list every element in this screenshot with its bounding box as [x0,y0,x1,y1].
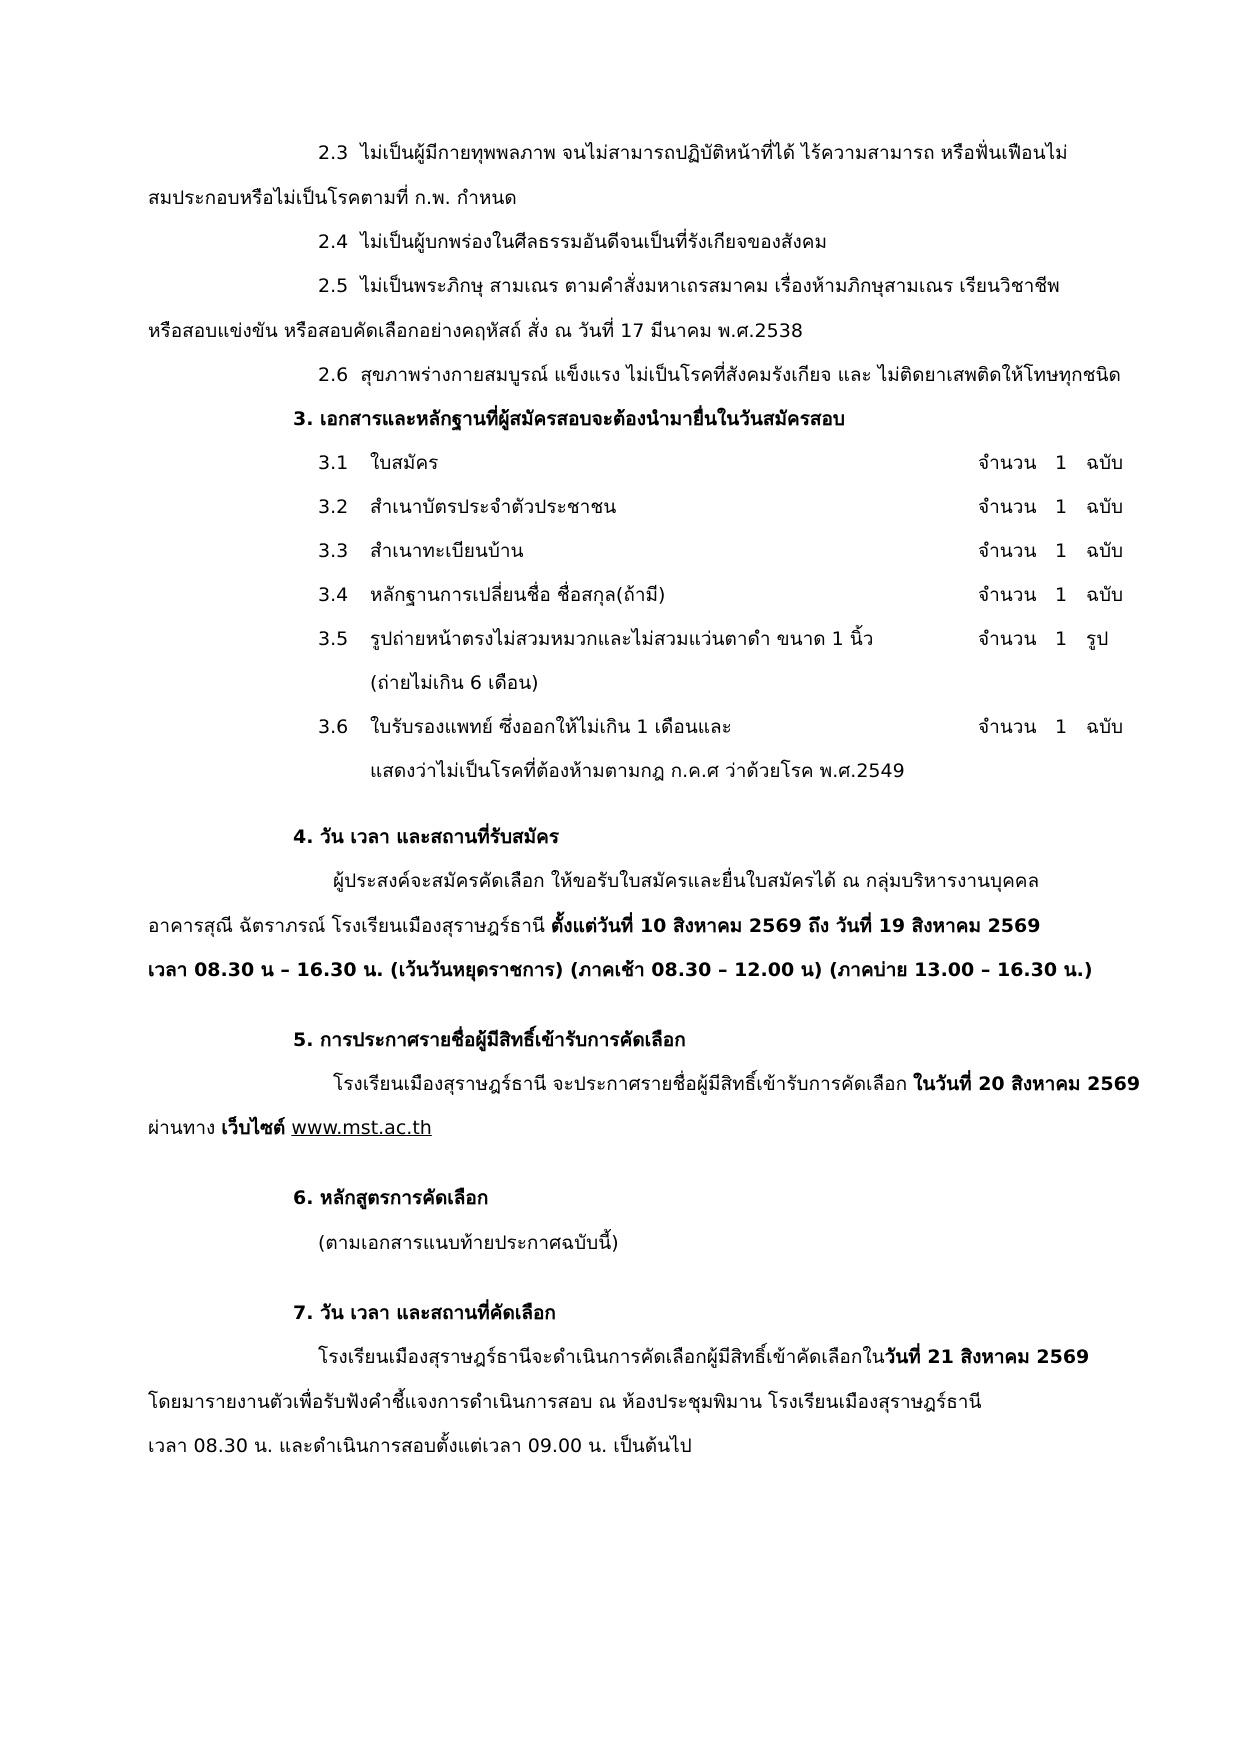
section-4-paragraph-line-2 [148,913,1040,939]
venue-text: อาคารสุณี ฉัตราภรณ์ โรงเรียนเมืองสุราษฎร์ธานี [148,915,551,937]
doc-count-word: จำนวน [978,452,1037,474]
doc-item-label: สำเนาบัตรประจำตัวประชาชน [370,496,617,518]
selection-text: โรงเรียนเมืองสุราษฎร์ธานีจะดำเนินการคัดเลือกผู้มีสิทธิ์เข้าคัดเลือกใน [318,1346,885,1368]
section-5-heading: 5. การประกาศรายชื่อผู้มีสิทธิ์เข้ารับการคัดเลือก [293,1029,686,1051]
item-2-5-continuation: หรือสอบแข่งขัน หรือสอบคัดเลือกอย่างคฤหัสถ์ สั่ง ณ วันที่ 17 มีนาคม พ.ศ.2538 [148,320,803,342]
doc-item-label: ใบรับรองแพทย์ ซึ่งออกให้ไม่เกิน 1 เดือนและ [370,716,732,738]
item-2-4 [318,229,827,255]
doc-count-unit: ฉบับ [1086,496,1124,518]
item-text: ไม่เป็นผู้บกพร่องในศีลธรรมอันดีจนเป็นที่รังเกียจของสังคม [360,231,828,253]
doc-item-number: 3.4 [318,584,349,606]
doc-item-number: 3.3 [318,540,349,562]
doc-item-label: ใบสมัคร [370,452,439,474]
section-7-paragraph-line-2: โดยมารายงานตัวเพื่อรับฟังคำชี้แจงการดำเนินการสอบ ณ ห้องประชุมพิมาน โรงเรียนเมืองสุราษฎร์ธานี [148,1391,982,1413]
doc-count-word: จำนวน [978,628,1037,650]
doc-item-label: หลักฐานการเปลี่ยนชื่อ ชื่อสกุล(ถ้ามี) [370,584,666,606]
doc-count-number: 1 [1055,584,1068,606]
section-6-note: (ตามเอกสารแนบท้ายประกาศฉบับนี้) [318,1232,619,1254]
item-2-3-continuation: สมประกอบหรือไม่เป็นโรคตามที่ ก.พ. กำหนด [148,187,517,209]
doc-item-number: 3.2 [318,496,349,518]
doc-count-unit: รูป [1086,628,1109,650]
doc-count-number: 1 [1055,452,1068,474]
doc-count-number: 1 [1055,628,1068,650]
doc-count-number: 1 [1055,496,1068,518]
section-7-paragraph-line-3: เวลา 08.30 น. และดำเนินการสอบตั้งแต่เวลา 09.00 น. เป็นต้นไป [148,1435,692,1457]
via-text: ผ่านทาง [148,1117,222,1139]
application-date-range: ตั้งแต่วันที่ 10 สิงหาคม 2569 ถึง วันที่ 19 สิงหาคม 2569 [550,915,1041,937]
section-4-heading: 4. วัน เวลา และสถานที่รับสมัคร [293,826,560,848]
section-7-heading: 7. วัน เวลา และสถานที่คัดเลือก [293,1302,556,1324]
section-3-heading: 3. เอกสารและหลักฐานที่ผู้สมัครสอบจะต้องนำมายื่นในวันสมัครสอบ [293,408,845,430]
item-2-5 [318,273,1060,299]
item-number: 2.4 [318,231,349,253]
item-number: 2.6 [318,364,349,386]
doc-item-number: 3.6 [318,716,349,738]
doc-count-word: จำนวน [978,540,1037,562]
doc-count-unit: ฉบับ [1086,540,1124,562]
doc-item-label: รูปถ่ายหน้าตรงไม่สวมหมวกและไม่สวมแว่นตาดำ ขนาด 1 นิ้ว [370,628,874,650]
doc-count-unit: ฉบับ [1086,716,1124,738]
item-number: 2.3 [318,142,349,164]
doc-item-number: 3.1 [318,452,349,474]
doc-count-word: จำนวน [978,496,1037,518]
doc-count-number: 1 [1055,540,1068,562]
item-number: 2.5 [318,275,349,297]
application-hours: เวลา 08.30 น – 16.30 น. (เว้นวันหยุดราชการ) (ภาคเช้า 08.30 – 12.00 น) (ภาคบ่าย 13.00 – 16.30 น.) [148,959,1093,981]
item-text: ไม่เป็นผู้มีกายทุพพลภาพ จนไม่สามารถปฏิบัติหน้าที่ได้ ไร้ความสามารถ หรือฟั่นเฟือนไม่ [360,142,1068,164]
doc-count-unit: ฉบับ [1086,452,1124,474]
section-4-paragraph-line-1: ผู้ประสงค์จะสมัครคัดเลือก ให้ขอรับใบสมัครและยื่นใบสมัครได้ ณ กลุ่มบริหารงานบุคคล [333,870,1040,892]
section-5-paragraph-line-1 [333,1071,1140,1097]
section-7-paragraph-line-1 [318,1344,1089,1370]
announcement-text: โรงเรียนเมืองสุราษฎร์ธานี จะประกาศรายชื่อผู้มีสิทธิ์เข้ารับการคัดเลือก [333,1073,914,1095]
doc-count-number: 1 [1055,716,1068,738]
doc-item-label-continuation: (ถ่ายไม่เกิน 6 เดือน) [370,672,539,694]
doc-item-label-continuation: แสดงว่าไม่เป็นโรคที่ต้องห้ามตามกฎ ก.ค.ศ ว่าด้วยโรค พ.ศ.2549 [370,760,905,782]
doc-item-label: สำเนาทะเบียนบ้าน [370,540,524,562]
item-text: ไม่เป็นพระภิกษุ สามเณร ตามคำสั่งมหาเถรสมาคม เรื่องห้ามภิกษุสามเณร เรียนวิชาชีพ [360,275,1060,297]
doc-item-number: 3.5 [318,628,349,650]
section-5-paragraph-line-2 [148,1115,432,1141]
doc-count-word: จำนวน [978,584,1037,606]
doc-count-word: จำนวน [978,716,1037,738]
selection-date: วันที่ 21 สิงหาคม 2569 [884,1346,1090,1368]
item-2-6 [318,362,1121,388]
website-label: เว็บไซต์ [221,1117,286,1139]
doc-count-unit: ฉบับ [1086,584,1124,606]
announcement-date: ในวันที่ 20 สิงหาคม 2569 [913,1073,1141,1095]
section-6-heading: 6. หลักสูตรการคัดเลือก [293,1187,489,1209]
item-2-3 [318,140,1068,166]
website-link[interactable]: www.mst.ac.th [291,1117,432,1139]
item-text: สุขภาพร่างกายสมบูรณ์ แข็งแรง ไม่เป็นโรคที่สังคมรังเกียจ และ ไม่ติดยาเสพติดให้โทษทุกชนิด [360,364,1121,386]
